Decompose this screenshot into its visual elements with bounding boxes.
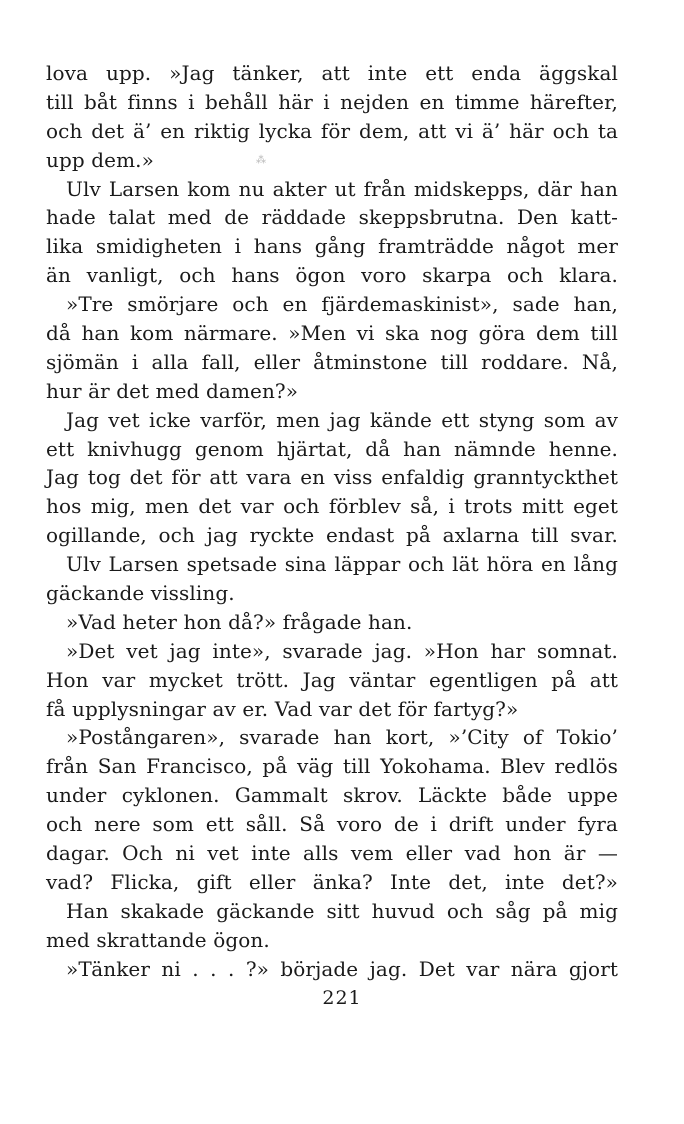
text-line: och nere som ett såll. Så voro de i drift under fyra <box>46 812 618 837</box>
text-line: lova upp. »Jag tänker, att inte ett enda äggskal <box>46 61 618 85</box>
text-line: Jag tog det för att vara en viss enfaldig granntyckthet <box>46 465 618 490</box>
text-line: hur är det med damen?» <box>46 378 299 403</box>
text-line: under cyklonen. Gammalt skrov. Läckte både uppe <box>46 783 618 808</box>
page-number: 221 <box>322 987 362 1009</box>
text-line: vad? Flicka, gift eller änka? Inte det, inte det?» <box>46 869 618 894</box>
text-line: då han kom närmare. »Men vi ska nog göra dem till <box>46 321 618 346</box>
body-text <box>46 59 618 984</box>
text-line: Jag vet icke varför, men jag kände ett styng som av <box>66 407 618 432</box>
text-line: »Tänker ni . . . ?» började jag. Det var nära gjort <box>66 956 618 981</box>
text-line: Han skakade gäckande sitt huvud och såg på mig <box>66 898 618 923</box>
text-line: hade talat med de räddade skeppsbrutna. Den katt- <box>46 205 618 230</box>
text-line: »Tre smörjare och en fjärdemaskinist», sade han, <box>66 292 618 317</box>
text-line: till båt finns i behåll här i nejden en timme härefter, <box>46 89 618 114</box>
text-line: »Det vet jag inte», svarade jag. »Hon har somnat. <box>66 638 618 663</box>
text-line: Ulv Larsen spetsade sina läppar och lät höra en lång <box>66 552 618 577</box>
text-line: sjömän i alla fall, eller åtminstone till roddare. Nå, <box>46 349 618 374</box>
text-line: hos mig, men det var och förblev så, i trots mitt eget <box>46 494 618 519</box>
text-line: med skrattande ögon. <box>46 927 270 952</box>
text-line: ett knivhugg genom hjärtat, då han nämnde henne. <box>46 436 618 461</box>
text-line: lika smidigheten i hans gång framträdde något mer <box>46 234 618 259</box>
text-line: »Postångaren», svarade han kort, »’City of Tokio’ <box>66 725 618 750</box>
text-line: och det ä’ en riktig lycka för dem, att vi ä’ här och ta <box>46 118 618 143</box>
text-line: Hon var mycket trött. Jag väntar egentligen på att <box>46 667 618 692</box>
text-line: få upplysningar av er. Vad var det för fartyg?» <box>46 696 519 721</box>
text-line: gäckande vissling. <box>46 581 235 606</box>
ink-speck-mark: ⁂ <box>256 155 266 166</box>
text-line: från San Francisco, på väg till Yokohama. Blev redlös <box>46 754 618 779</box>
text-line: upp dem.» <box>46 147 154 172</box>
text-line: Ulv Larsen kom nu akter ut från midskepps, där han <box>66 176 618 201</box>
text-line: ogillande, och jag ryckte endast på axlarna till svar. <box>46 523 618 548</box>
text-line: dagar. Och ni vet inte alls vem eller vad hon är — <box>46 841 618 866</box>
text-line: än vanligt, och hans ögon voro skarpa och klara. <box>46 263 618 288</box>
text-line: »Vad heter hon då?» frågade han. <box>66 609 413 634</box>
